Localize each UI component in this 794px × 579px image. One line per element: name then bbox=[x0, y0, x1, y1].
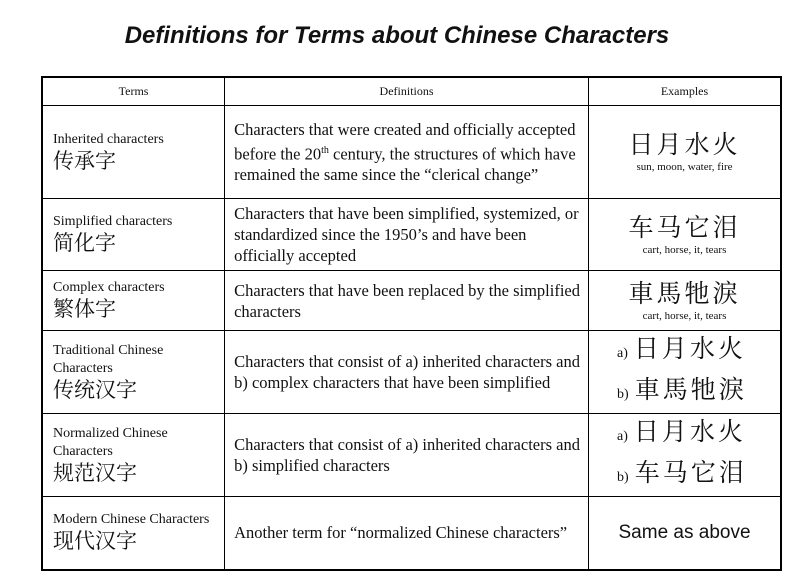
example-cell bbox=[589, 271, 781, 331]
table-row bbox=[42, 497, 781, 570]
term-english: Normalized Chinese Characters bbox=[53, 425, 168, 459]
example-cell bbox=[589, 199, 781, 271]
example-line-b bbox=[617, 372, 780, 413]
example-cell bbox=[589, 414, 781, 497]
term-chinese: 传统汉字 bbox=[53, 377, 137, 402]
term-chinese: 简化字 bbox=[53, 231, 116, 255]
definition-cell: Characters that have been simplified, systemized, or standardized since the 1950’s and have been officially accepted bbox=[225, 199, 589, 271]
example-line-a bbox=[617, 331, 780, 372]
table-header-row bbox=[42, 77, 781, 106]
page-title: Definitions for Terms about Chinese Characters bbox=[124, 22, 670, 49]
example-gloss: cart, horse, it, tears bbox=[642, 309, 727, 322]
example-characters: 日月水火 bbox=[628, 130, 741, 159]
definition-cell: Characters that have been replaced by the simplified characters bbox=[225, 271, 589, 331]
term-chinese: 现代汉字 bbox=[53, 529, 137, 554]
term-cell bbox=[42, 497, 225, 570]
table-row bbox=[42, 199, 781, 271]
example-gloss: cart, horse, it, tears bbox=[642, 243, 727, 256]
term-chinese: 传承字 bbox=[53, 148, 116, 173]
header-terms: Terms bbox=[42, 77, 225, 106]
example-cell bbox=[589, 331, 781, 414]
example-tag-a: a) bbox=[617, 429, 628, 444]
term-cell bbox=[42, 106, 225, 199]
example-characters: 车马它泪 bbox=[628, 212, 741, 242]
term-cell bbox=[42, 199, 225, 271]
table-row bbox=[42, 331, 781, 414]
definition-text-continued: century, the structures of which have remained the same since the “clerical change” bbox=[234, 144, 576, 185]
definition-cell: Another term for “normalized Chinese characters” bbox=[225, 497, 589, 570]
table-row bbox=[42, 106, 781, 199]
term-english: Modern Chinese Characters bbox=[53, 512, 210, 528]
example-tag-b: b) bbox=[617, 387, 629, 402]
definition-cell: Characters that consist of a) inherited characters and b) complex characters that have been simplified bbox=[225, 331, 589, 414]
example-characters-b: 車馬牠淚 bbox=[634, 375, 747, 404]
example-characters-a: 日月水火 bbox=[633, 334, 746, 363]
example-same-as-above: Same as above bbox=[618, 521, 751, 543]
example-gloss: sun, moon, water, fire bbox=[636, 161, 733, 173]
definition-cell bbox=[225, 106, 589, 199]
definition-cell: Characters that consist of a) inherited characters and b) simplified characters bbox=[225, 414, 589, 497]
example-line-a bbox=[617, 414, 780, 455]
example-tag-b: b) bbox=[617, 470, 629, 485]
example-tag-a: a) bbox=[617, 346, 628, 361]
term-english: Complex characters bbox=[53, 280, 165, 295]
term-english: Inherited characters bbox=[53, 131, 164, 147]
example-cell bbox=[589, 497, 781, 570]
table-row bbox=[42, 414, 781, 497]
example-characters: 車馬牠淚 bbox=[628, 278, 741, 308]
definition-text: Characters that were created and officially accepted before the 20 bbox=[234, 119, 576, 164]
table-row bbox=[42, 271, 781, 331]
example-cell bbox=[589, 106, 781, 199]
example-characters-b: 车马它泪 bbox=[634, 458, 747, 487]
example-characters-a: 日月水火 bbox=[633, 417, 746, 446]
term-cell bbox=[42, 414, 225, 497]
term-chinese: 规范汉字 bbox=[53, 460, 137, 485]
header-examples: Examples bbox=[589, 77, 781, 106]
term-cell bbox=[42, 271, 225, 331]
definitions-table bbox=[41, 76, 782, 571]
term-english: Simplified characters bbox=[53, 214, 173, 229]
term-cell bbox=[42, 331, 225, 414]
example-line-b bbox=[617, 455, 780, 496]
term-english: Traditional Chinese Characters bbox=[53, 342, 164, 376]
definition-superscript: th bbox=[321, 144, 329, 156]
header-definitions: Definitions bbox=[225, 77, 589, 106]
term-chinese: 繁体字 bbox=[53, 297, 116, 321]
